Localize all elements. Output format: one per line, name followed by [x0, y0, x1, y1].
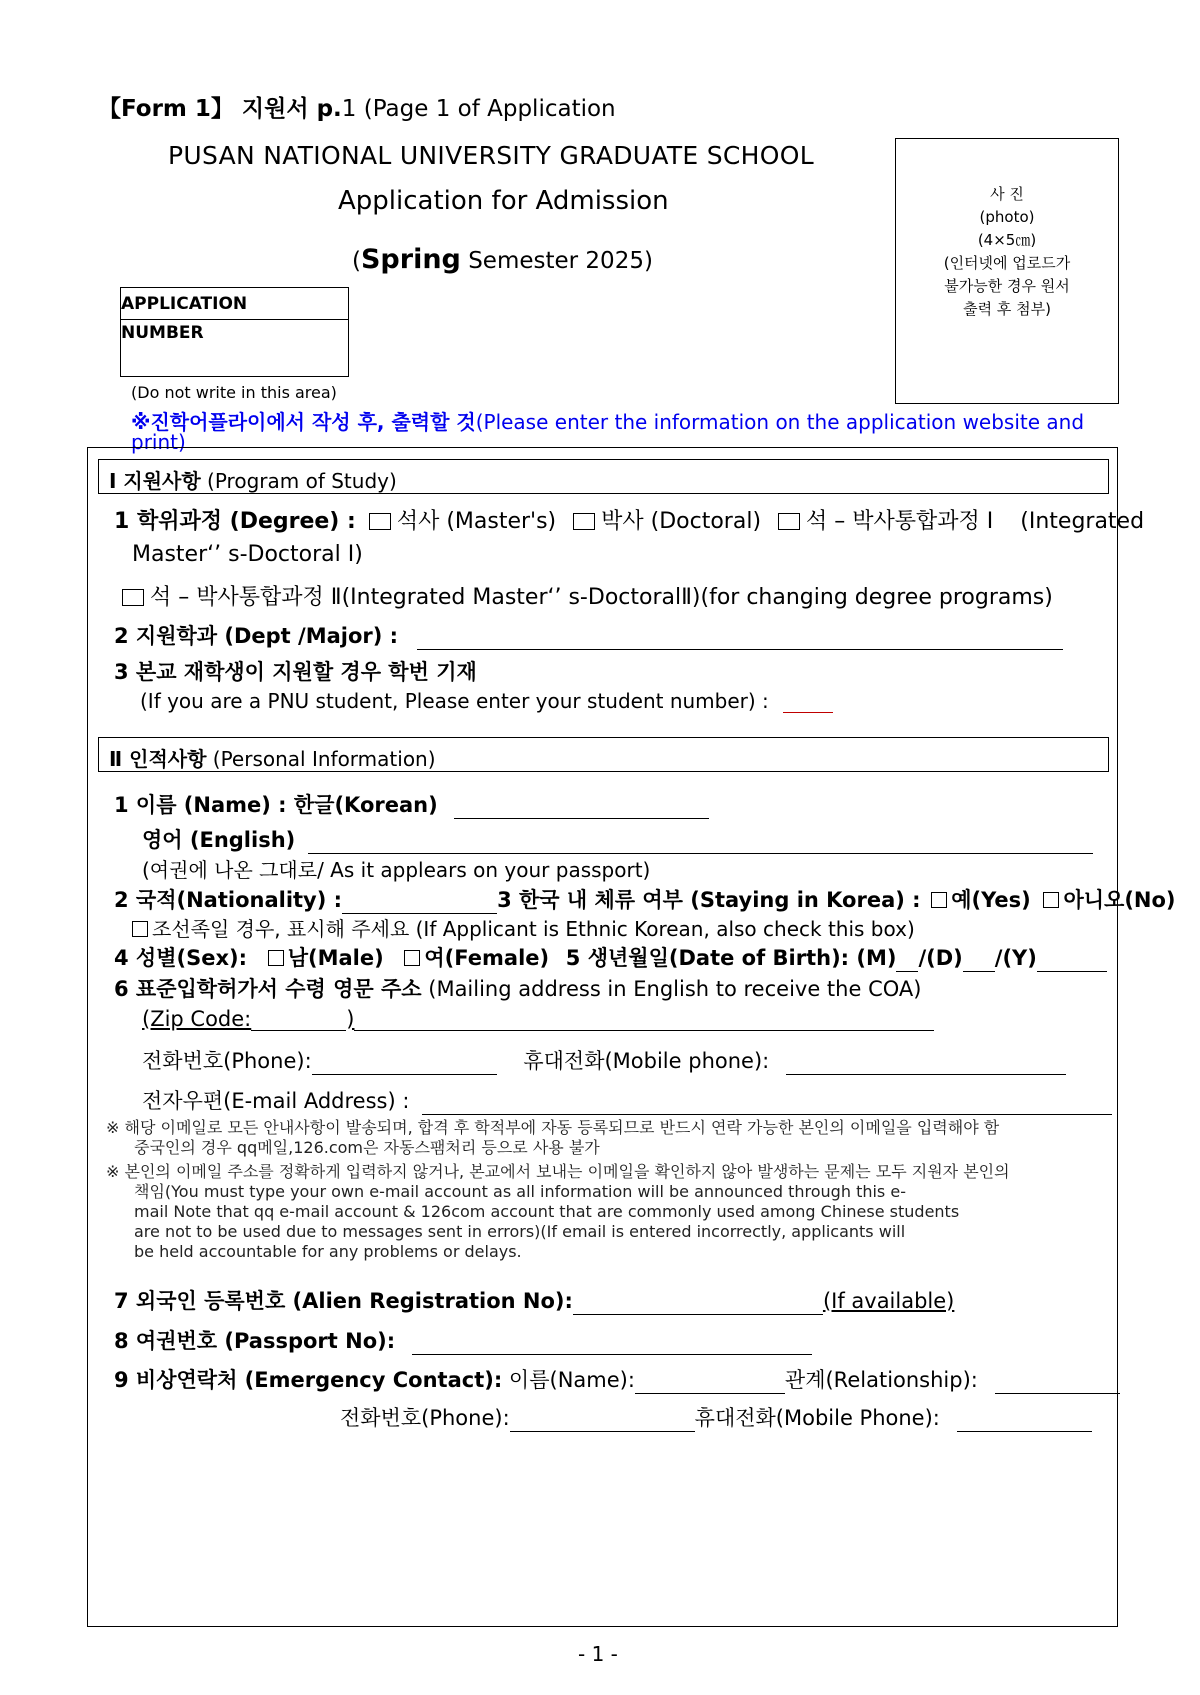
sex-label: 4 성별(Sex): [114, 946, 248, 970]
alien-row [114, 1285, 954, 1315]
english-name-row [142, 824, 1093, 854]
dob-month-field[interactable] [896, 949, 918, 972]
zip-label: (Zip Code: [142, 1007, 252, 1031]
dob-label: 5 생년월일(Date of Birth): (M) [565, 946, 897, 970]
zip-row: (Zip Code: ) [142, 1007, 934, 1031]
mail-address-row: 6 표준입학허가서 수령 영문 주소 (Mailing address in English to receive the COA) [114, 977, 922, 1001]
english-name-field[interactable] [308, 829, 1093, 854]
integrated-1-checkbox[interactable] [778, 513, 800, 530]
emergency-phone-row [340, 1402, 1092, 1432]
section-1-title: Ⅰ 지원사항 [109, 469, 201, 493]
mobile-field[interactable] [786, 1052, 1066, 1075]
pnu-sub: (If you are a PNU student, Please enter your student number) : [140, 689, 769, 713]
passport-label: 8 여권번호 (Passport No): [114, 1329, 396, 1353]
email-row [142, 1085, 1112, 1115]
degree-label: 1 학위과정 (Degree) : [114, 509, 356, 534]
emergency-label: 9 비상연락처 (Emergency Contact): [114, 1368, 503, 1392]
university-name: PUSAN NATIONAL UNIVERSITY GRADUATE SCHOOL [168, 141, 814, 170]
staying-label: 3 한국 내 체류 여부 (Staying in Korea) : [497, 888, 921, 912]
mobile-label: 휴대전화(Mobile phone): [523, 1049, 770, 1073]
dept-label: 2 지원학과 (Dept /Major) : [114, 624, 399, 648]
master-checkbox[interactable] [369, 513, 391, 530]
ethnic-row [132, 913, 915, 942]
form-title: Application for Admission [338, 186, 669, 216]
email-note-1: ※ 해당 이메일로 모든 안내사항이 발송되며, 합격 후 학적부에 자동 등록되므로 반드시 연락 가능한 본인의 이메일을 입력해야 함 [106, 1118, 1000, 1137]
pnu-label: 3 본교 재학생이 지원할 경우 학번 기재 [114, 660, 477, 684]
integrated-2-option: 석 – 박사통합과정 Ⅱ [150, 585, 342, 610]
application-number-label-2: NUMBER [121, 323, 204, 343]
photo-label: 사 진 [990, 185, 1024, 203]
emergency-phone-field[interactable] [510, 1409, 695, 1432]
alien-label: 7 외국인 등록번호 (Alien Registration No): [114, 1289, 573, 1313]
master-option: 석사 (Master's) [396, 509, 557, 534]
email-notes: ※ 해당 이메일로 모든 안내사항이 발송되며, 합격 후 학적부에 자동 등록되므로 반드시 연락 가능한 본인의 이메일을 입력해야 함 중국인의 경우 qq메일,126.com은 자동스팸처리 등으로 사용 불가 ※ 본인의 이메일 주소를 정확하게 입력하지 않거나, 본교에서 보내는 이메일을 확인하지 않아 발생하는 문제는 모두 지원자 본인의 책임(You must type your own e-mail account as all information will be announced through this e- mail Note that qq e-mail account & 126com account that are commonly used among Chinese students are not to be used due to messages sent in errors)(If email is entered incorrectly, applicants will be held accountable for any problems or delays. [106, 1118, 1010, 1261]
mail-address-label: 6 표준입학허가서 수령 영문 주소 [114, 977, 422, 1001]
section-1-header: Ⅰ 지원사항 (Program of Study) [98, 459, 1109, 494]
dob-year-field[interactable] [1037, 949, 1107, 972]
phone-row [142, 1045, 1066, 1075]
no-checkbox[interactable] [1043, 892, 1059, 908]
yes-option: 예(Yes) [951, 888, 1031, 912]
no-option: 아니오(No) [1063, 888, 1176, 912]
section-2-header: Ⅱ 인적사항 (Personal Information) [98, 737, 1109, 772]
male-option: 남(Male) [287, 946, 384, 970]
nationality-row [114, 884, 1176, 914]
nationality-label: 2 국적(Nationality) : [114, 888, 343, 912]
form-header [98, 90, 616, 123]
doctoral-checkbox[interactable] [573, 513, 595, 530]
ethnic-label: 조선족일 경우, 표시해 주세요 (If Applicant is Ethnic Korean, also check this box) [152, 917, 915, 941]
dob-day-field[interactable] [963, 949, 995, 972]
integrated-1-continued: Master‘’ s-Doctoral Ⅰ) [132, 542, 363, 567]
doctoral-option: 박사 (Doctoral) [601, 509, 762, 534]
degree-row: 1 학위과정 (Degree) : 석사 (Master's) 박사 (Doctoral) 석 – 박사통합과정 Ⅰ (Integrated [114, 509, 1145, 534]
ethnic-checkbox[interactable] [132, 921, 148, 937]
application-number-box [120, 287, 349, 377]
section-2-title: Ⅱ 인적사항 [109, 747, 207, 771]
sex-dob-row: 4 성별(Sex): 남(Male) 여(Female) 5 생년월일(Date of Birth): (M) /(D) /(Y) [114, 942, 1107, 972]
email-field[interactable] [422, 1092, 1112, 1115]
page-number: - 1 - [578, 1642, 618, 1666]
student-number-field[interactable] [783, 690, 833, 713]
name-row [114, 789, 709, 819]
alien-number-field[interactable] [573, 1292, 823, 1315]
pnu-row [140, 689, 833, 713]
integrated-2-checkbox[interactable] [122, 589, 144, 606]
emergency-mobile-label: 휴대전화(Mobile Phone): [694, 1406, 940, 1430]
email-label: 전자우편(E-mail Address) : [142, 1089, 410, 1113]
female-checkbox[interactable] [404, 950, 420, 966]
female-option: 여(Female) [424, 946, 550, 970]
dept-row [114, 620, 1063, 650]
application-number-label: APPLICATION [121, 294, 248, 314]
integrated-2-row: 석 – 박사통합과정 Ⅱ(Integrated Master‘’ s-DoctoralⅡ)(for changing degree programs) [122, 580, 1053, 611]
email-note-2: ※ 본인의 이메일 주소를 정확하게 입력하지 않거나, 본교에서 보내는 이메일을 확인하지 않아 발생하는 문제는 모두 지원자 본인의 [106, 1162, 1010, 1181]
nationality-field[interactable] [342, 889, 497, 914]
notice-english-2: print) [131, 430, 186, 454]
dept-field[interactable] [417, 625, 1063, 650]
zip-field[interactable] [251, 1010, 346, 1031]
photo-box: 사 진 (photo) (4×5㎝) (인터넷에 업로드가 불가능한 경우 원서 출력 후 첨부) [895, 138, 1119, 404]
phone-field[interactable] [312, 1052, 497, 1075]
form-page: 1 (Page 1 of Application [341, 96, 616, 122]
passport-row [114, 1325, 812, 1355]
semester: (Spring Semester 2025) [352, 244, 653, 275]
emergency-relationship-field[interactable] [995, 1371, 1120, 1394]
korean-name-field[interactable] [454, 794, 709, 819]
notice-korean: ※진학어플라이에서 작성 후, 출력할 것 [131, 410, 476, 434]
mailing-address-field[interactable] [354, 1010, 934, 1031]
notice [131, 406, 1084, 435]
emergency-row: 9 비상연락처 (Emergency Contact): 이름(Name): 관계(Relationship): [114, 1364, 1120, 1394]
passport-number-field[interactable] [412, 1332, 812, 1355]
passport-note: (여권에 나온 그대로/ As it applears on your passport) [142, 858, 651, 882]
emergency-name-field[interactable] [635, 1371, 785, 1394]
english-name-label: 영어 (English) [142, 828, 296, 852]
emergency-phone-label: 전화번호(Phone): [340, 1406, 510, 1430]
season: Spring [360, 244, 461, 275]
alien-note: (If available) [822, 1289, 955, 1313]
integrated-1-option: 석 – 박사통합과정 Ⅰ [806, 509, 994, 534]
form-tag: 【Form 1】 지원서 p. [98, 96, 342, 122]
yes-checkbox[interactable] [931, 892, 947, 908]
emergency-mobile-field[interactable] [957, 1409, 1092, 1432]
male-checkbox[interactable] [268, 950, 284, 966]
phone-label: 전화번호(Phone): [142, 1049, 312, 1073]
notice-english: (Please enter the information on the application website and [475, 410, 1085, 434]
application-number-note: (Do not write in this area) [131, 383, 337, 402]
name-label: 1 이름 (Name) : 한글(Korean) [114, 793, 438, 817]
